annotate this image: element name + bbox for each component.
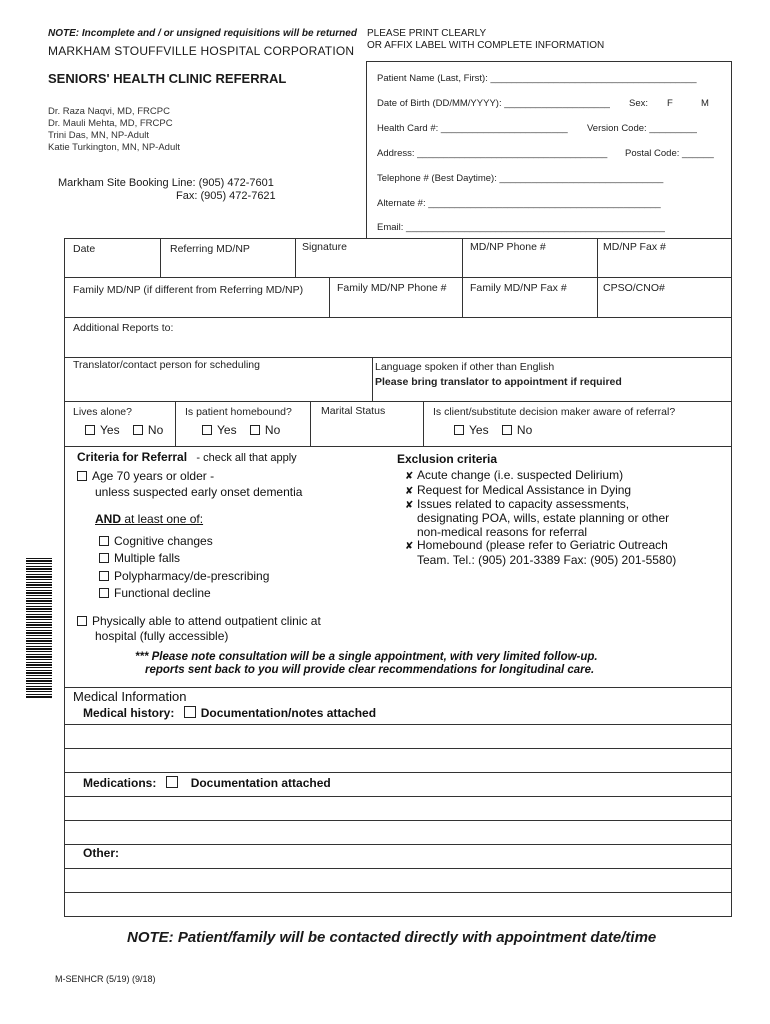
and-label: AND [95, 512, 121, 526]
family-mdnp-fax-field[interactable]: Family MD/NP Fax # [470, 282, 567, 294]
print-clearly-note: PLEASE PRINT CLEARLY [367, 28, 487, 39]
check-all-note: - check all that apply [196, 452, 297, 464]
additional-reports-field[interactable]: Additional Reports to: [73, 322, 174, 334]
referring-mdnp-field[interactable]: Referring MD/NP [170, 243, 250, 255]
health-card-field[interactable] [377, 123, 697, 134]
exclusion-item: Homebound (please refer to Geriatric Outreach [417, 538, 668, 552]
x-mark-icon: ✘ [405, 471, 414, 482]
family-mdnp-phone-field[interactable]: Family MD/NP Phone # [337, 282, 447, 294]
criteria-item-label: Multiple falls [114, 551, 181, 565]
form-title: SENIORS' HEALTH CLINIC REFERRAL [48, 71, 287, 86]
history-attached-label: Documentation/notes attached [200, 706, 377, 720]
x-mark-icon: ✘ [405, 486, 414, 497]
mdnp-phone-field[interactable]: MD/NP Phone # [470, 241, 546, 253]
criteria-section [64, 445, 732, 687]
homebound-yes-checkbox[interactable] [202, 425, 212, 435]
yes-label: Yes [217, 423, 237, 437]
patient-name-field[interactable]: Patient Name (Last, First): _______________________________________ [377, 73, 697, 84]
dob-label: Date of Birth (DD/MM/YYYY): ____________________ [377, 98, 610, 109]
telephone-field[interactable]: Telephone # (Best Daytime): _______________________________ [377, 173, 664, 184]
physically-able-label: Physically able to attend outpatient clinic at [92, 614, 321, 628]
exclusion-item: designating POA, wills, estate planning or other [417, 511, 670, 525]
criteria-item-label: Cognitive changes [114, 534, 213, 548]
family-mdnp-field[interactable]: Family MD/NP (if different from Referring MD/NP) [73, 284, 304, 296]
medical-info-title: Medical Information [73, 689, 187, 704]
lives-alone-yes-checkbox[interactable] [85, 425, 95, 435]
functional-decline-checkbox[interactable] [99, 588, 109, 598]
at-least-one-label: at least one of: [121, 512, 204, 526]
medications-attached-checkbox[interactable] [166, 776, 178, 788]
exclusion-item: Issues related to capacity assessments, [417, 497, 630, 511]
doctor-name: Trini Das, MN, NP-Adult [48, 130, 149, 141]
lives-alone-label: Lives alone? [73, 406, 132, 418]
age-70-checkbox[interactable] [77, 471, 87, 481]
affix-label-note: OR AFFIX LABEL WITH COMPLETE INFORMATION [367, 40, 605, 51]
sex-female-option[interactable]: F [667, 98, 673, 109]
exclusion-item: Team. Tel.: (905) 201-3389 Fax: (905) 201-5580) [417, 553, 677, 567]
medical-information-section [64, 687, 732, 917]
criteria-item-label: Polypharmacy/de-prescribing [114, 569, 270, 583]
bring-translator-note: Please bring translator to appointment if required [375, 376, 622, 388]
exclusion-item: non-medical reasons for referral [417, 525, 588, 539]
homebound-no-checkbox[interactable] [250, 425, 260, 435]
x-mark-icon: ✘ [405, 541, 414, 552]
alternate-phone-field[interactable]: Alternate #: ____________________________________________ [377, 198, 661, 209]
criteria-item-label: Functional decline [114, 586, 211, 600]
booking-line: Markham Site Booking Line: (905) 472-7601 [58, 177, 274, 189]
physically-able-checkbox[interactable] [77, 616, 87, 626]
no-label: No [516, 423, 533, 437]
polypharmacy-checkbox[interactable] [99, 571, 109, 581]
version-code-field[interactable]: Version Code: _________ [587, 123, 697, 134]
language-spoken-field[interactable]: Language spoken if other than English [375, 361, 555, 373]
medical-history-label: Medical history: [83, 706, 175, 720]
age-70-label: Age 70 years or older - [92, 469, 215, 483]
history-attached-checkbox[interactable] [184, 706, 196, 718]
postal-code-field[interactable]: Postal Code: ______ [625, 148, 714, 159]
yes-label: Yes [100, 423, 120, 437]
other-label: Other: [83, 846, 119, 860]
yes-label: Yes [469, 423, 489, 437]
multiple-falls-checkbox[interactable] [99, 553, 109, 563]
sex-label: Sex: [629, 98, 649, 109]
age-70-sublabel: unless suspected early onset dementia [95, 485, 303, 499]
lives-alone-no-checkbox[interactable] [133, 425, 143, 435]
exclusion-title: Exclusion criteria [397, 452, 498, 466]
address-label: Address: ____________________________________ [377, 148, 608, 159]
address-field[interactable] [377, 148, 714, 159]
homebound-label: Is patient homebound? [185, 406, 292, 418]
marital-status-field[interactable]: Marital Status [321, 405, 386, 417]
barcode-image [26, 558, 52, 698]
doctor-name: Dr. Mauli Mehta, MD, FRCPC [48, 118, 173, 129]
single-appointment-note: *** Please note consultation will be a single appointment, with very limited follow-up. [135, 651, 598, 663]
reports-note: reports sent back to you will provide clear recommendations for longitudinal care. [145, 664, 595, 676]
medications-label: Medications: [83, 776, 157, 790]
date-field[interactable]: Date [73, 243, 96, 255]
health-card-label: Health Card #: ________________________ [377, 123, 568, 134]
no-label: No [147, 423, 164, 437]
mdnp-fax-field[interactable]: MD/NP Fax # [603, 241, 666, 253]
doctor-name: Katie Turkington, MN, NP-Adult [48, 142, 180, 153]
referral-awareness-label: Is client/substitute decision maker aware of referral? [433, 406, 676, 418]
x-mark-icon: ✘ [405, 500, 414, 511]
cpso-cno-field[interactable]: CPSO/CNO# [603, 282, 665, 294]
no-label: No [264, 423, 281, 437]
criteria-title: Criteria for Referral [77, 450, 188, 464]
awareness-yes-checkbox[interactable] [454, 425, 464, 435]
hospital-name: MARKHAM STOUFFVILLE HOSPITAL CORPORATION [48, 44, 355, 58]
translator-contact-field[interactable]: Translator/contact person for scheduling [73, 359, 260, 371]
patient-info-box [366, 61, 732, 239]
physically-able-sublabel: hospital (fully accessible) [95, 629, 229, 643]
awareness-no-checkbox[interactable] [502, 425, 512, 435]
cognitive-changes-checkbox[interactable] [99, 536, 109, 546]
booking-fax: Fax: (905) 472-7621 [176, 190, 276, 202]
exclusion-item: Acute change (i.e. suspected Delirium) [417, 468, 624, 482]
form-number: M-SENHCR (5/19) (9/18) [55, 974, 156, 984]
sex-male-option[interactable]: M [701, 98, 709, 109]
signature-field[interactable]: Signature [302, 241, 347, 253]
contact-note: NOTE: Patient/family will be contacted directly with appointment date/time [127, 929, 657, 946]
dob-field[interactable] [377, 98, 709, 109]
exclusion-item: Request for Medical Assistance in Dying [417, 483, 632, 497]
incomplete-requisition-note: NOTE: Incomplete and / or unsigned requisitions will be returned [48, 28, 357, 39]
referral-details-grid [64, 238, 732, 447]
email-field[interactable]: Email: _________________________________________________ [377, 222, 665, 233]
medications-attached-label: Documentation attached [190, 776, 331, 790]
doctor-name: Dr. Raza Naqvi, MD, FRCPC [48, 106, 170, 117]
